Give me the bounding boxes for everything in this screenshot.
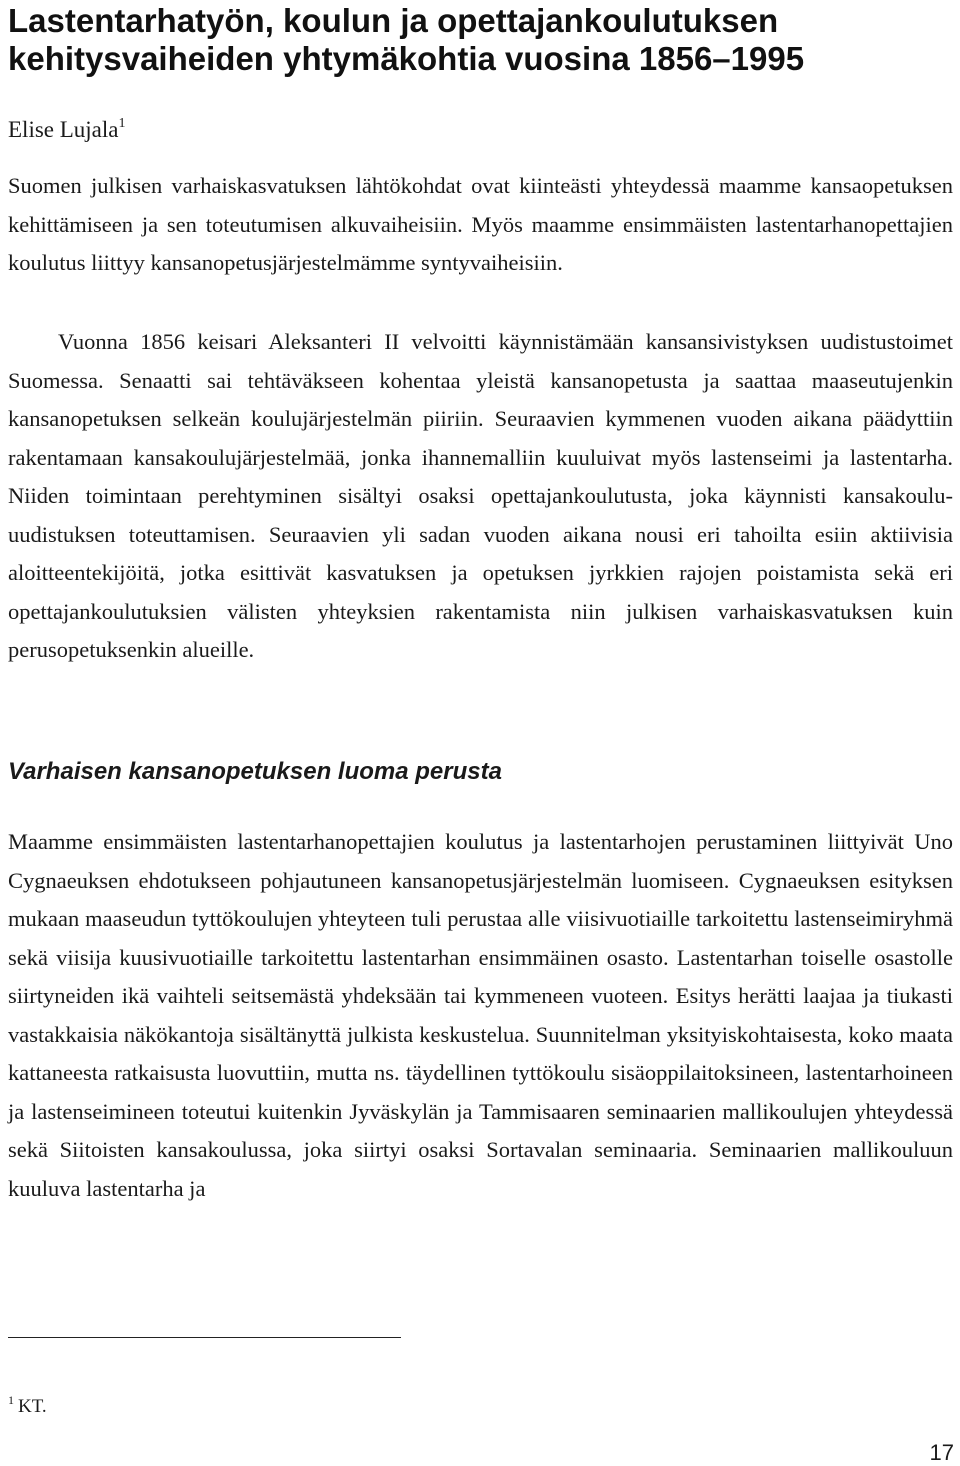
footnote (8, 1393, 47, 1418)
page-title: Lastentarhatyön, koulun ja opettajankoulutuksen kehitysvaiheiden yhtymäkohtia vuosina 1856–1995 (8, 2, 805, 77)
author-name: Elise Lujala (8, 117, 119, 142)
footnote-divider (8, 1337, 401, 1338)
author-line (8, 116, 126, 143)
paragraph-intro-1: Suomen julkisen varhaiskasvatuksen lähtökohdat ovat kiinteästi yhteydessä maamme kansaopetuksen kehittämiseen ja sen toteutumisen alkuvaiheisiin. Myös maamme ensimmäisten lastentarhanopettajien koulutus liittyy kansanopetusjärjestelmämme syntyvaiheisiin. (8, 173, 953, 275)
paragraph-intro-2: Vuonna 1856 keisari Aleksanteri II velvoitti käynnistämään kansansivistyksen uudistustoimet Suomessa. Senaatti sai tehtäväkseen kohentaa yleistä kansanopetusta ja saattaa maaseutujenkin kansanopetuksen selkeän koulujärjestelmän piiriin. Seuraavien kymmenen vuoden aikana päädyttiin rakentamaan kansakoulujärjestelmää, jonka ihannemalliin kuuluivat myös lastenseimi ja lastentarha. Niiden toimintaan perehtyminen sisältyi osaksi opettajankoulutusta, joka käynnisti kansakoulu-uudistuksen toteuttamisen. Seuraavien yli sadan vuoden aikana nousi eri tahoilta esiin aktiivisia aloitteentekijöitä, jotka esittivät kasvatuksen ja opetuksen jyrkkien rajojen poistamista sekä eri opettajankoulutuksien välisten yhteyksien rakentamista niin julkisen varhaiskasvatuksen kuin perusopetuksenkin alueille. (8, 329, 953, 662)
footnote-text: KT. (18, 1396, 47, 1417)
footnote-marker: 1 (8, 1393, 14, 1407)
paragraph-section-1: Maamme ensimmäisten lastentarhanopettajien koulutus ja lastentarhojen perustaminen liittyivät Uno Cygnaeuksen ehdotukseen pohjautuneen kansanopetusjärjestelmän luomiseen. Cygnaeuksen esityksen mukaan maaseudun tyttökoulujen yhteyteen tuli perustaa alle viisivuotiaille tarkoitettu lastenseimiryhmä sekä viisija kuusivuotiaille tarkoitettu lastentarhan ensimmäinen osasto. Lastentarhan toiselle osastolle siirtyneiden ikä vaihteli seitsemästä yhdeksään tai kymmeneen vuoteen. Esitys herätti laajaa ja tiukasti vastakkaisia näkökantoja sisältänyttä julkista keskustelua. Suunnitelman yksityiskohtaisesta, koko maata kattaneesta ratkaisusta luovuttiin, mutta ns. täydellinen tyttökoulu sisäoppilaitoksineen, lastentarhoineen ja lastenseimineen toteutui kuitenkin Jyväskylän ja Tammisaaren seminaarien mallikoulujen yhteydessä sekä Siitoisten kansakoulussa, joka siirtyi osaksi Sortavalan seminaaria. Seminaarien mallikouluun kuuluva lastentarha ja (8, 829, 953, 1201)
section-heading: Varhaisen kansanopetuksen luoma perusta (8, 758, 502, 785)
page-number: 17 (929, 1440, 954, 1465)
author-footnote-marker: 1 (118, 116, 126, 131)
